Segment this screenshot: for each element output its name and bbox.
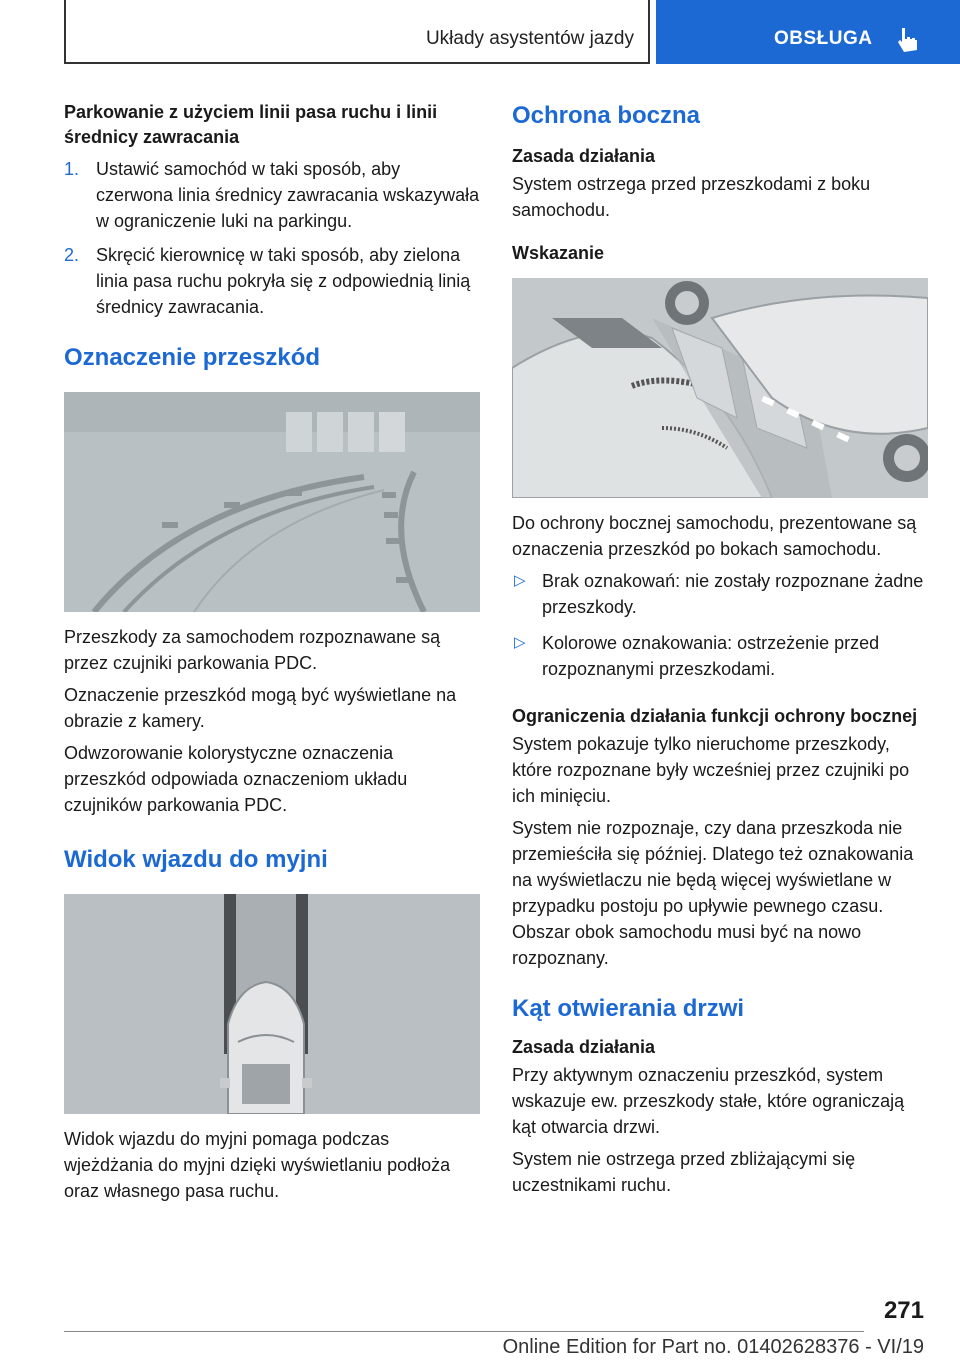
door-principle-heading: Zasada działania — [512, 1037, 656, 1057]
step-text: Ustawić samochód w taki sposób, aby czerwona linia średnicy zawracania wskazywała w ograniczenie luki na parkingu. — [96, 159, 480, 231]
carwash-para: Widok wjazdu do myjni pomaga podczas wjeżdżania do myjni dzięki wyświetlaniu podłoża oraz własnego pasa ruchu. — [64, 1129, 451, 1201]
obstacle-marking-image — [64, 392, 480, 612]
step-item — [64, 156, 480, 234]
obstacle-para: Oznaczenie przeszkód mogą być wyświetlane na obrazie z kamery. — [64, 685, 457, 731]
pointing-hand-icon — [894, 26, 922, 54]
carwash-title: Widok wjazdu do myjni — [64, 846, 328, 873]
door-para: System nie ostrzega przed zbliżającymi się uczestnikami ruchu. — [512, 1149, 856, 1195]
right-column — [512, 100, 928, 1204]
limits-heading: Ograniczenia działania funkcji ochrony bocznej — [512, 706, 918, 726]
step-text: Skręcić kierownicę w taki sposób, aby zielona linia pasa ruchu pokryła się z odpowiednią linią średnicy zawracania. — [96, 245, 471, 317]
bullet-item — [512, 568, 928, 620]
edition-text: Online Edition for Part no. 01402628376 - VI/19 — [502, 1336, 924, 1358]
parking-heading: Parkowanie z użyciem linii pasa ruchu i linii średnicy zawracania — [64, 102, 438, 147]
chapter-title: OBSŁUGA — [774, 28, 873, 49]
obstacle-para: Odwzorowanie kolorystyczne oznaczenia przeszkód odpowiada oznaczeniom układu czujników parkowania PDC. — [64, 743, 408, 815]
step-item — [64, 242, 480, 320]
side-protection-title: Ochrona boczna — [512, 102, 701, 129]
carwash-view-image — [64, 894, 480, 1114]
obstacle-para: Przeszkody za samochodem rozpoznawane są przez czujniki parkowania PDC. — [64, 627, 441, 673]
section-title: Układy asystentów jazdy — [425, 28, 634, 49]
page-header — [0, 0, 960, 66]
display-para: Do ochrony bocznej samochodu, prezentowane są oznaczenia przeszkód po bokach samochodu. — [512, 513, 917, 559]
triangle-bullet-icon: ▷ — [514, 634, 526, 651]
bullet-item — [512, 630, 928, 682]
door-para: Przy aktywnym oznaczeniu przeszkód, system wskazuje ew. przeszkody stałe, które ograniczają kąt otwarcia drzwi. — [512, 1065, 905, 1137]
principle-para: System ostrzega przed przeszkodami z boku samochodu. — [512, 174, 871, 220]
bullet-text: Brak oznakowań: nie zostały rozpoznane żadne przeszkody. — [542, 571, 924, 617]
footer-divider — [64, 1331, 864, 1332]
limits-para: System nie rozpoznaje, czy dana przeszkoda nie przemieściła się później. Dlatego też oznakowania na wyświetlaczu nie będą więcej wyświetlane w przypadku postoju po upływie pewnego czasu. Obszar obok samochodu musi być na nowo rozpoznany. — [512, 818, 914, 968]
display-heading: Wskazanie — [512, 243, 605, 263]
left-column — [64, 100, 480, 1210]
page-number: 271 — [883, 1297, 924, 1324]
chapter-tab — [656, 0, 960, 64]
door-angle-title: Kąt otwierania drzwi — [512, 995, 745, 1022]
step-number: 1. — [64, 159, 80, 179]
section-tab — [64, 0, 650, 64]
side-protection-image — [512, 278, 928, 498]
principle-heading: Zasada działania — [512, 146, 656, 166]
triangle-bullet-icon: ▷ — [514, 572, 526, 589]
obstacle-title: Oznaczenie przeszkód — [64, 344, 321, 371]
bullet-text: Kolorowe oznakowania: ostrzeżenie przed rozpoznanymi przeszkodami. — [542, 633, 880, 679]
limits-para: System pokazuje tylko nieruchome przeszkody, które rozpoznane były wcześniej przez czujniki po ich minięciu. — [512, 734, 910, 806]
step-number: 2. — [64, 245, 80, 265]
